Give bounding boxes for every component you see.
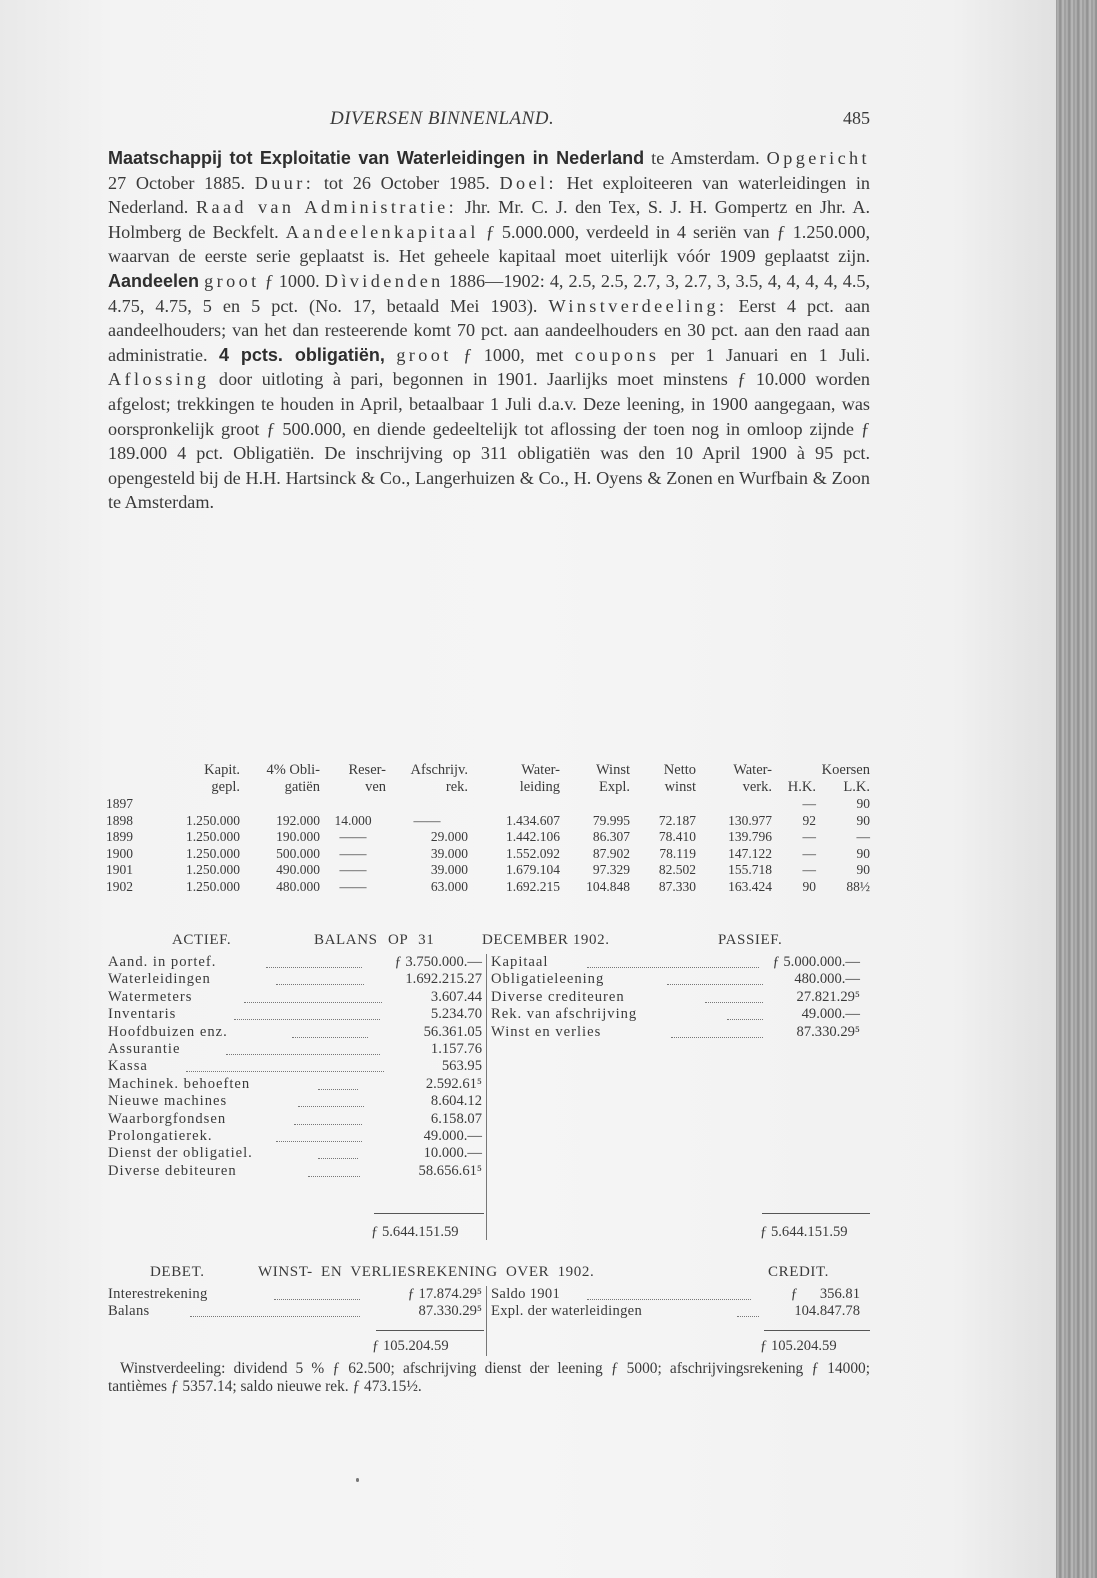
passief-column: [486, 954, 870, 1240]
company-name: Maatschappij tot Exploitatie van Waterleidingen in Nederland: [108, 148, 645, 168]
ledger-row: Dienst der obligatiel. 10.000.—: [108, 1145, 482, 1162]
coupons-label: coupons: [574, 344, 660, 365]
ledger-row: Assurantie 1.157.76: [108, 1040, 482, 1057]
ledger-row: Winst en verlies 87.330.29⁵: [491, 1023, 860, 1040]
ledger-row: Obligatieleening 480.000.—: [491, 971, 860, 988]
ledger-row: Waarborgfondsen 6.158.07: [108, 1110, 482, 1127]
opgericht-label: Opgericht: [766, 148, 870, 168]
ledger-row: Diverse debiteuren 58.656.61⁵: [108, 1162, 482, 1179]
aandeelen-heading: Aandeelen: [108, 270, 200, 291]
sum-rule: [376, 1330, 484, 1331]
running-head: [108, 108, 870, 132]
profit-loss-total-left: ƒ 105.204.59: [372, 1338, 449, 1354]
table-row: 1897 — 90: [106, 796, 870, 811]
running-title: DIVERSEN BINNENLAND.: [330, 108, 555, 129]
table-row: 1898 1.250.000 192.000 14.000 —— 1.434.607 79.995 72.187 130.977 92 90: [106, 812, 870, 828]
debet-column: [108, 1286, 486, 1321]
ledger-row: Aand. in portef. ƒ 3.750.000.—: [108, 954, 482, 970]
ledger-row: Kassa 563.95: [108, 1058, 482, 1075]
table-row: 1900 1.250.000 500.000 —— 39.000 1.552.092 87.902 78.119 147.122 — 90: [106, 845, 870, 861]
ledger-row: Nieuwe machines 8.604.12: [108, 1093, 482, 1110]
company-entry: [108, 146, 870, 515]
doel-label: Doel:: [499, 172, 557, 193]
ledger-row: Balans 87.330.29⁵: [108, 1303, 482, 1320]
balance-total-right: ƒ 5.644.151.59: [760, 1224, 848, 1240]
dividenden-label: Dìvidenden: [324, 270, 444, 291]
kapitaal-label: Aandeelenkapitaal: [285, 221, 479, 242]
table-row: 1902 1.250.000 480.000 —— 63.000 1.692.215 104.848 87.330 163.424 90 88½: [106, 878, 870, 894]
raad-label: Raad van Administratie:: [195, 197, 458, 218]
profit-loss-account: [108, 1264, 870, 1356]
aflossing-label: Aflossing: [108, 369, 210, 390]
sum-rule: [764, 1330, 870, 1331]
duur-label: Duur:: [254, 172, 315, 193]
actief-title: ACTIEF.: [172, 932, 232, 948]
page-number: 485: [843, 108, 870, 128]
table-header-row-1: Kapit. 4% Obli- Reser- Afschrijv. Water- Winst Netto Water- Koersen: [204, 762, 870, 778]
credit-title: CREDIT.: [768, 1264, 829, 1280]
profit-distribution-note: Winstverdeeling: dividend 5 % ƒ 62.500; afschrijving dienst der leening ƒ 5000; afschrijvingsrekening ƒ 14000; tantièmes ƒ 5357.14; saldo nieuwe rek. ƒ 473.15½.: [108, 1360, 870, 1395]
page-stack-edge: [1056, 0, 1097, 1578]
profit-loss-total-right: ƒ 105.204.59: [760, 1338, 837, 1354]
ledger-row: Diverse crediteuren 27.821.29⁵: [491, 988, 860, 1005]
balance-title-part1: BALANS OP 31: [314, 932, 435, 948]
statistics-table: [106, 762, 870, 896]
company-paragraph: Maatschappij tot Exploitatie van Waterleidingen in Nederland te Amsterdam. Opgericht 27 October 1885. Duur: tot 26 October 1985. Doel: Het exploiteeren van waterleidingen in Nederland. Raad van Administratie: Jhr. Mr. C. J. den Tex, S. J. H. Gompertz en Jhr. A. Holmberg de Beckfelt. Aandeelenkapitaal ƒ 5.000.000, verdeeld in 4 seriën van ƒ 1.250.000, waarvan de eerste serie geplaatst is. Het geheele kapitaal moet uiterlijk vóór 1909 geplaatst zijn. Aandeelen groot ƒ 1000. Dìvidenden 1886—1902: 4, 2.5, 2.5, 2.7, 3, 2.7, 3, 3.5, 4, 4, 4, 4, 4.5, 4.75, 4.75, 5 en 5 pct. (No. 17, betaald Mei 1903). Winstverdeeling: Eerst 4 pct. aan aandeelhouders; van het dan resteerende komt 70 pct. aan aandeelhouders en 30 pct. aan den raad aan administratie. 4 pcts. obligatiën, groot ƒ 1000, met coupons per 1 Januari en 1 Juli. Aflossing door uitloting à pari, begonnen in 1901. Jaarlijks moet minstens ƒ 10.000 worden afgelost; trekkingen te houden in April, betaalbaar 1 Juli d.a.v. Deze leening, in 1900 aangegaan, was oorspronkelijk groot ƒ 500.000, en diende gedeeltelijk tot aflossing der toen nog in omloop zijnde ƒ 189.000 4 pct. Obligatiën. De inschrijving op 311 obligatiën was den 10 April 1900 à 95 pct. opengesteld bij de H.H. Hartsinck & Co., Langerhuizen & Co., H. Oyens & Zonen en Wurfbain & Zoon te Amsterdam.: [108, 148, 871, 513]
profit-loss-title: WINST- EN VERLIESREKENING OVER 1902.: [258, 1264, 595, 1280]
obligatien-heading: 4 pcts. obligatiën,: [218, 344, 385, 365]
ledger-row: Waterleidingen 1.692.215.27: [108, 971, 482, 988]
ledger-row: Expl. der waterleidingen 104.847.78: [491, 1303, 860, 1320]
ledger-row: Kapitaal ƒ 5.000.000.—: [491, 954, 860, 970]
sum-rule: [762, 1213, 870, 1214]
ledger-row: Machinek. behoeften 2.592.61⁵: [108, 1075, 482, 1092]
balance-total-left: ƒ 5.644.151.59: [371, 1224, 459, 1240]
ledger-row: Hoofdbuizen enz. 56.361.05: [108, 1023, 482, 1040]
passief-title: PASSIEF.: [718, 932, 783, 948]
ledger-row: Watermeters 3.607.44: [108, 988, 482, 1005]
ledger-row: Inventaris 5.234.70: [108, 1006, 482, 1023]
profit-loss-header: [108, 1264, 870, 1286]
balance-sheet-header: [108, 932, 870, 954]
ledger-row: Saldo 1901 ƒ 356.81: [491, 1286, 860, 1302]
actief-column: [108, 954, 486, 1180]
winstverdeeling-label: Winstverdeeling:: [548, 295, 728, 316]
debet-title: DEBET.: [150, 1264, 205, 1280]
balance-title-part2: DECEMBER 1902.: [482, 932, 610, 948]
ledger-row: Interestrekening ƒ 17.874.29⁵: [108, 1286, 482, 1302]
sum-rule: [374, 1213, 484, 1214]
table-row: 1899 1.250.000 190.000 —— 29.000 1.442.106 86.307 78.410 139.796 — —: [106, 829, 870, 845]
print-speck: [356, 1478, 359, 1482]
ledger-row: Rek. van afschrijving 49.000.—: [491, 1006, 860, 1023]
table-row: 1901 1.250.000 490.000 —— 39.000 1.679.104 97.329 82.502 155.718 — 90: [106, 862, 870, 878]
ledger-row: Prolongatierek. 49.000.—: [108, 1127, 482, 1144]
balance-sheet: [108, 932, 870, 1262]
table-header-row-2: gepl. gatiën ven rek. leiding Expl. winst verk. H.K. L.K.: [211, 779, 870, 795]
